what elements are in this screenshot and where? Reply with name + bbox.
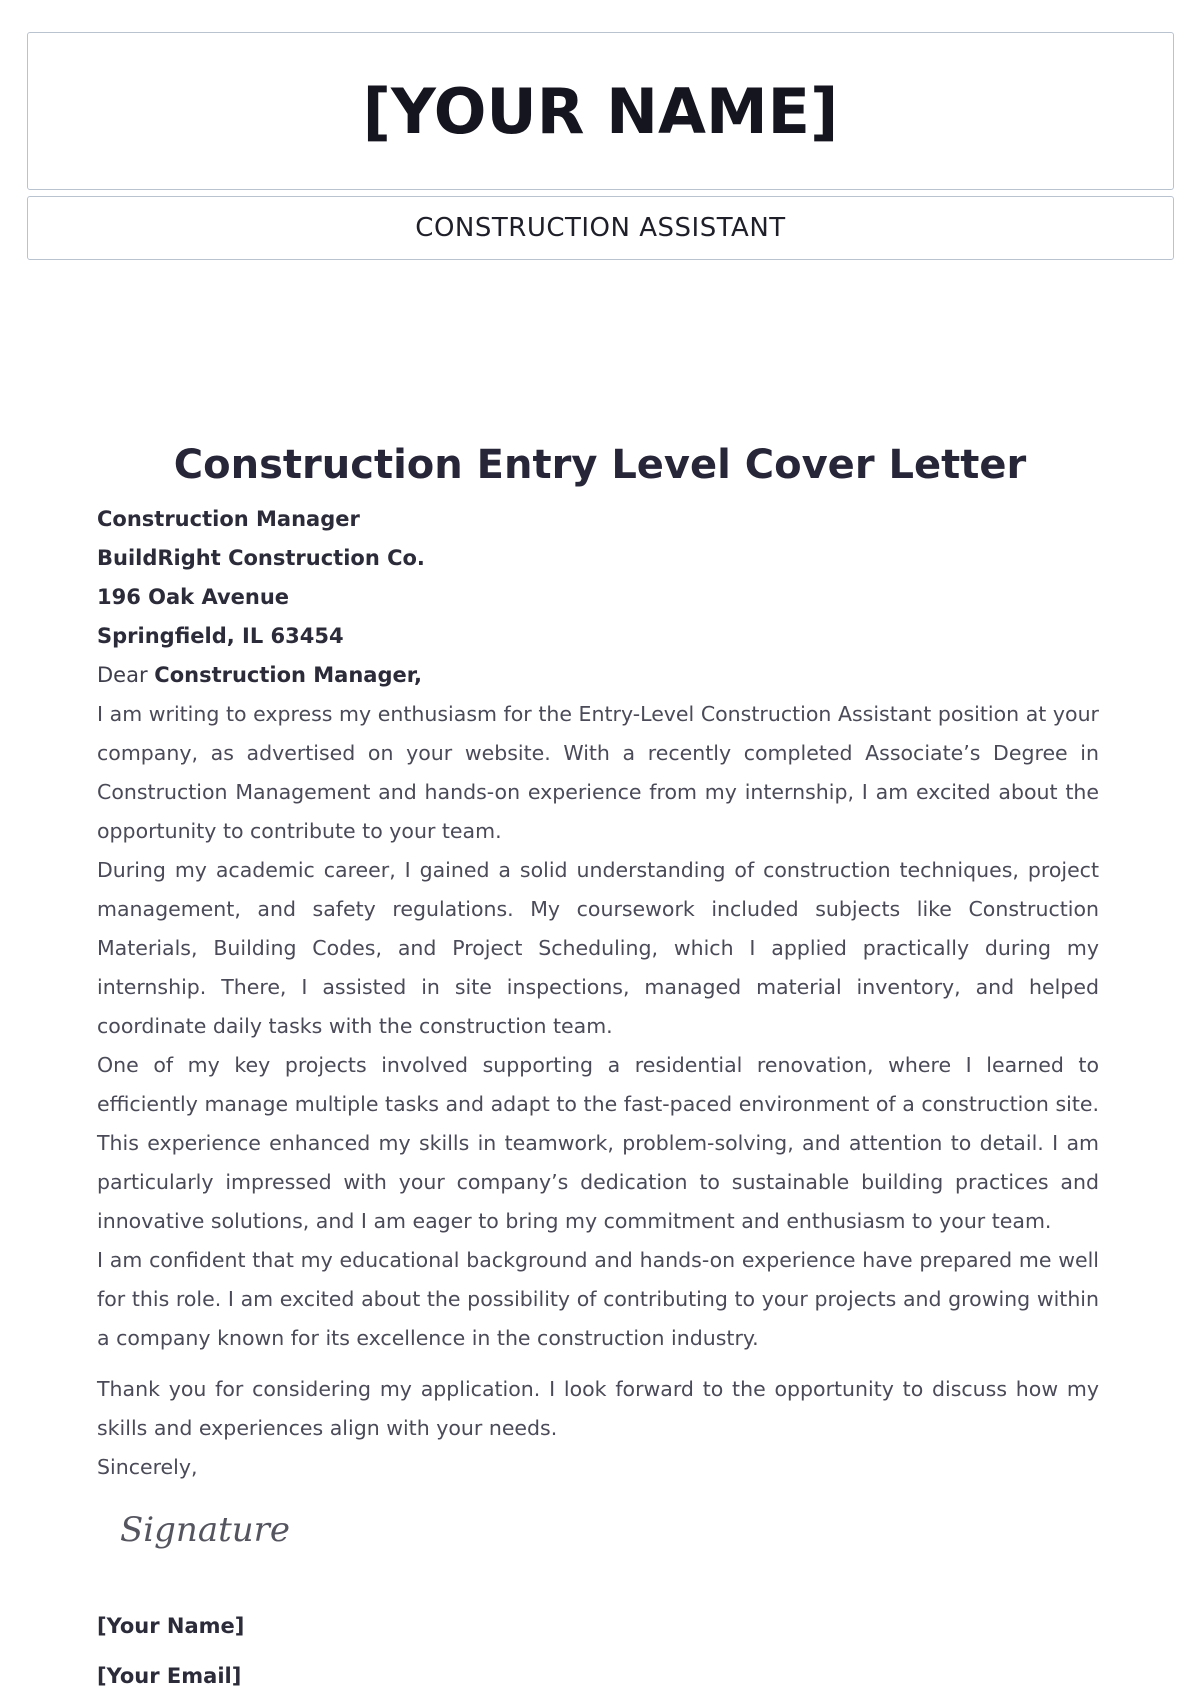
recipient-title: Construction Manager [97, 507, 360, 531]
paragraph: I am writing to express my enthusiasm for the Entry-Level Construction Assistant position at your company, as advertised on your website. With a recently completed Associate’s Degree in Construction Management and hands-on experience from my internship, I am excited about the opportunity to contribute to your team. [97, 702, 1099, 843]
salutation-prefix: Dear [97, 663, 148, 687]
paragraph: During my academic career, I gained a solid understanding of construction techniques, project management, and safety regulations. My coursework included subjects like Construction Materials, Building Codes, and Project Scheduling, which I applied practically during my internship. There, I assisted in site inspections, managed material inventory, and helped coordinate daily tasks with the construction team. [97, 858, 1099, 1038]
job-title-box [27, 196, 1174, 260]
paragraph: I am confident that my educational background and hands-on experience have prepared me well for this role. I am excited about the possibility of contributing to your projects and growing within a company known for its excellence in the construction industry. [97, 1248, 1099, 1350]
salutation-name: Construction Manager, [154, 663, 423, 687]
signature: Signature [120, 1510, 291, 1550]
signer-email: [Your Email] [97, 1664, 242, 1688]
letter-body [97, 500, 1099, 1487]
recipient-city: Springfield, IL 63454 [97, 624, 344, 648]
recipient-street: 196 Oak Avenue [97, 585, 290, 609]
job-title: CONSTRUCTION ASSISTANT [415, 213, 786, 243]
letter-heading: Construction Entry Level Cover Letter [173, 442, 1027, 488]
closing: Sincerely, [97, 1455, 198, 1479]
name-header-box [27, 32, 1174, 190]
paragraph: Thank you for considering my application. I look forward to the opportunity to discuss how my skills and experiences align with your needs. [97, 1377, 1099, 1440]
recipient-company: BuildRight Construction Co. [97, 546, 425, 570]
salutation [97, 656, 1099, 695]
signer-name: [Your Name] [97, 1614, 245, 1638]
applicant-name: [YOUR NAME] [362, 74, 839, 148]
paragraph: One of my key projects involved supporting a residential renovation, where I learned to efficiently manage multiple tasks and adapt to the fast-paced environment of a construction site. This experience enhanced my skills in teamwork, problem-solving, and attention to detail. I am particularly impressed with your company’s dedication to sustainable building practices and innovative solutions, and I am eager to bring my commitment and enthusiasm to your team. [97, 1053, 1099, 1233]
